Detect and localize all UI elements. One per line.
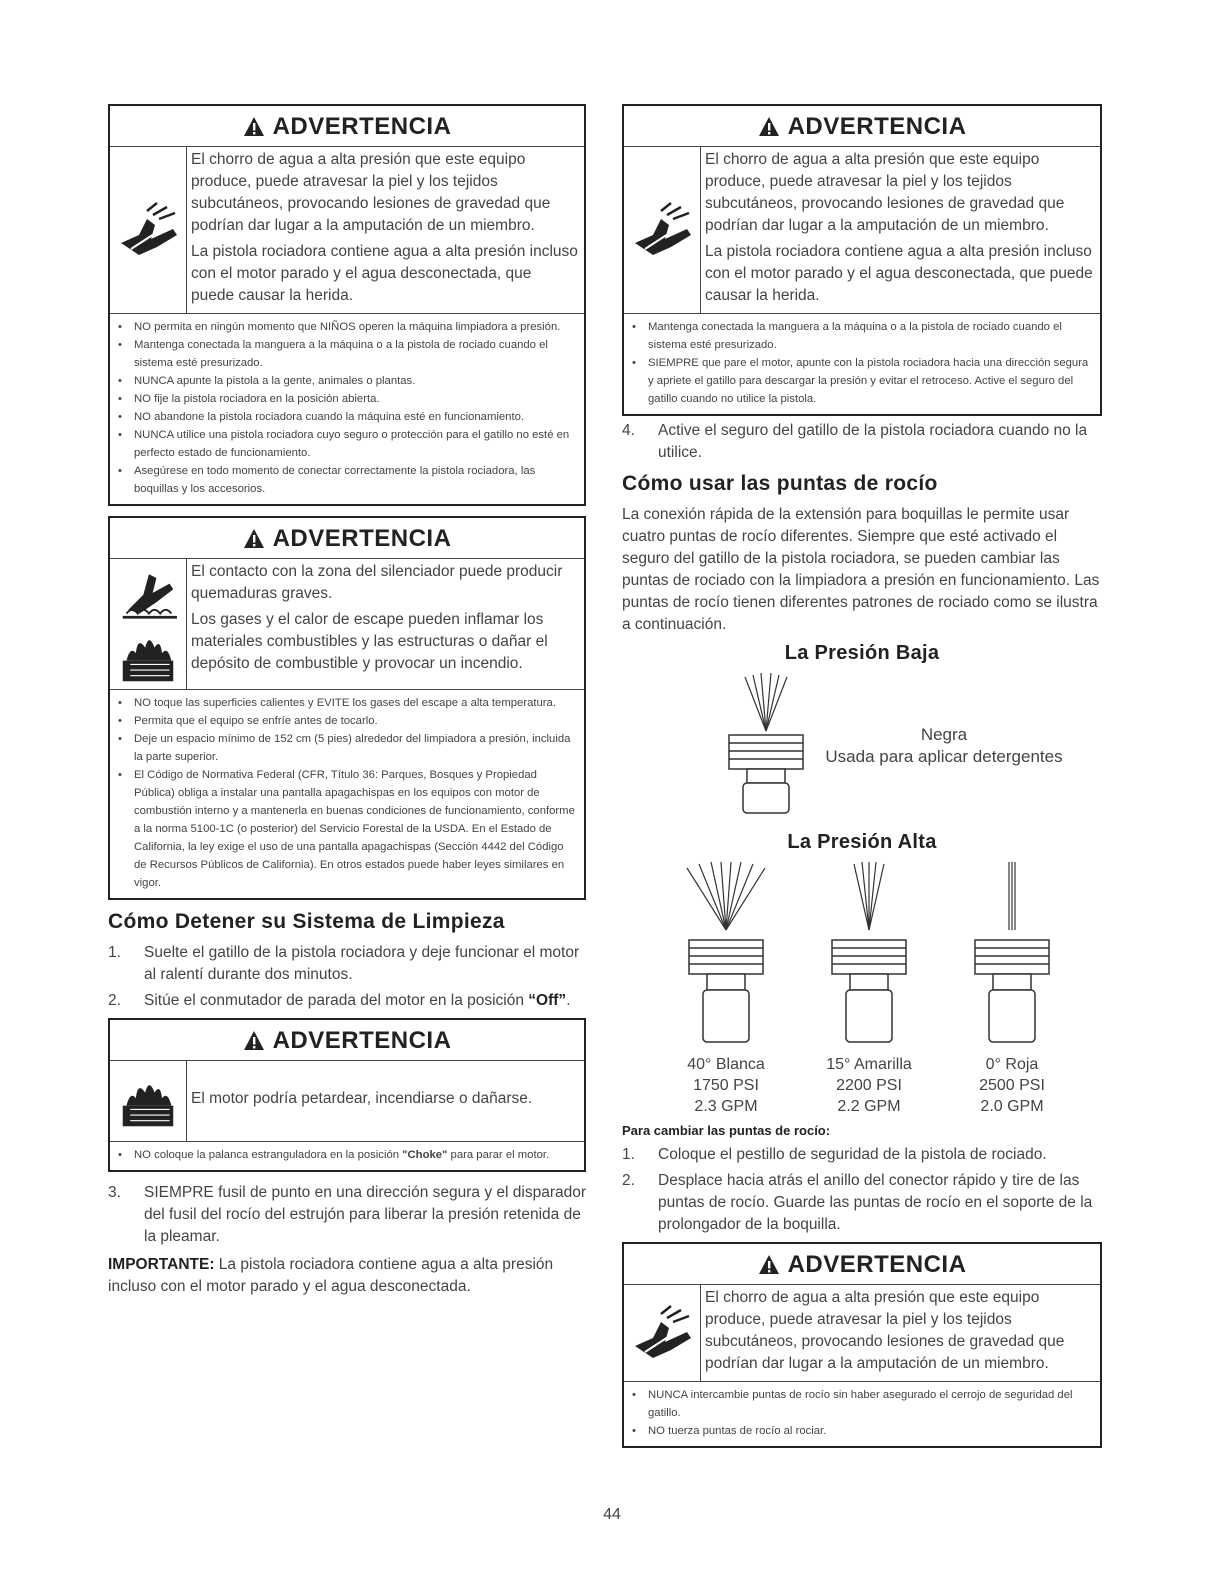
stop-steps-cont-2 [622,420,1102,464]
spray-nozzle-icon [824,860,914,1050]
warning-paragraph: Los gases y el calor de escape pueden inflamar los materiales combustibles y las estructuras o dañar el depósito de combustible y provocar un incendio. [191,611,548,672]
warning-paragraph: El motor podría petardear, incendiarse o dañarse. [191,1090,533,1107]
warning-box-injection-2 [622,104,1102,416]
stop-steps [108,942,586,1012]
warning-body [110,1061,584,1142]
warning-icons [624,1285,701,1381]
tip-angle: 40° Blanca [687,1056,765,1073]
fluid-injection-icon [631,199,693,261]
warning-bullet-list [110,1142,584,1170]
spray-nozzle-icon [681,860,771,1050]
warning-icons [110,147,187,313]
warning-bullet: • NO fije la pistola rociadora en la posición abierta. [118,390,576,408]
warning-triangle-icon [758,1254,780,1275]
warning-paragraph: El chorro de agua a alta presión que este equipo produce, puede atravesar la piel y los tejidos subcutáneos, provocando lesiones de gravedad que podrían dar lugar a la amputación de un miembro. [191,151,551,234]
warning-bullet: • NUNCA apunte la pistola a la gente, animales o plantas. [118,372,576,390]
warning-paragraph: La pistola rociadora contiene agua a alta presión incluso con el motor parado y el agua desconectada, que puede causar la herida. [191,243,578,304]
tip-0-red [952,860,1072,1117]
warning-bullet: • Mantenga conectada la manguera a la máquina o a la pistola de rociado cuando el sistema esté presurizado. [632,318,1092,354]
fluid-injection-icon [117,199,179,261]
warning-title: ADVERTENCIA [624,1244,1100,1285]
warning-bullet-list [624,314,1100,414]
warning-bullet: • Permita que el equipo se enfríe antes de tocarlo. [118,712,576,730]
warning-bullet: • El Código de Normativa Federal (CFR, Título 36: Parques, Bosques y Propiedad Pública) obliga a instalar una pantalla apagachispas en los equipos con motor de combustión interno y a mantenerla en buenas condiciones de funcionamiento, conforme a la norma 5100-1C (o posterior) del Servicio Forestal de la USDA. En el Estado de California, la ley exige el uso de una pantalla apagachispas (Sección 4442 del Código de Recursos Públicos de California). En otros estados puede haber leyes similares en vigor. [118,766,576,892]
tip-angle: 0° Roja [985,1056,1039,1073]
high-pressure-tips [622,860,1102,1117]
warning-bullet: • NO coloque la palanca estranguladora en la posición "Choke" para parar el motor. [118,1146,576,1164]
warning-icons [624,147,701,313]
tips-intro: La conexión rápida de la extensión para boquillas le permite usar cuatro puntas de rocío diferentes. Siempre que esté activado el seguro del gatillo de la pistola rociadora, se pueden cambiar las puntas de rociado con la limpiadora a presión en funcionamiento. Las puntas de rocío tienen diferentes patrones de rociado como se ilustra a continuación. [622,506,1100,633]
section-heading-stop: Cómo Detener su Sistema de Limpieza [108,910,505,933]
warning-bullet: • Deje un espacio mínimo de 152 cm (5 pies) alrededor del limpiadora a presión, incluida la parte superior. [118,730,576,766]
warning-title: ADVERTENCIA [110,1020,584,1061]
warning-bullet-list [110,314,584,504]
tip-psi: 1750 PSI [693,1077,759,1094]
warning-bullet: • NO permita en ningún momento que NIÑOS operen la máquina limpiadora a presión. [118,318,576,336]
tip-psi: 2200 PSI [836,1077,902,1094]
warning-icons [110,1061,187,1141]
warning-bullet: • NO tuerza puntas de rocío al rociar. [632,1422,1092,1440]
warning-bullet-list [110,690,584,898]
right-column [622,104,1102,1458]
step-item: 1. Coloque el pestillo de seguridad de la pistola de rociado. [622,1146,1047,1163]
page-number: 44 [603,1506,621,1523]
tip-gpm: 2.2 GPM [837,1098,901,1115]
warning-box-backfire [108,1018,586,1172]
fire-icon [119,1072,177,1130]
warning-bullet: • SIEMPRE que pare el motor, apunte con la pistola rociadora hacia una dirección segura y apriete el gatillo para descargar la presión y evitar el retroceso. Active el seguro del gatillo cuando no utilice la pistola. [632,354,1092,408]
tip-psi: 2500 PSI [979,1077,1045,1094]
low-pressure-label: Negra Usada para aplicar detergentes [825,725,1063,766]
warning-title: ADVERTENCIA [110,106,584,147]
warning-body [110,147,584,314]
change-tips-steps [622,1144,1102,1236]
step-item: 2. Desplace hacia atrás el anillo del conector rápido y tire de las puntas de rocío. Guarde las puntas de rocío en el soporte de la prolongador de la boquilla. [622,1172,1093,1233]
important-note: IMPORTANTE: La pistola rociadora contiene agua a alta presión incluso con el motor parado y el agua desconectada. [108,1256,554,1295]
warning-title: ADVERTENCIA [624,106,1100,147]
warning-paragraph: El contacto con la zona del silenciador puede producir quemaduras graves. [191,563,563,602]
warning-bullet: • NUNCA utilice una pistola rociadora cuyo seguro o protección para el gatillo no esté en perfecto estado de funcionamiento. [118,426,576,462]
warning-bullet: • Asegúrese en todo momento de conectar correctamente la pistola rociadora, las boquillas y los accesorios. [118,462,576,498]
warning-bullet: • NO toque las superficies calientes y EVITE los gases del escape a alta temperatura. [118,694,576,712]
warning-body [110,559,584,690]
warning-bullet-list [624,1382,1100,1446]
tip-40-white [666,860,786,1117]
change-tips-heading: Para cambiar las puntas de rocío: [622,1123,831,1138]
warning-bullet: • NUNCA intercambie puntas de rocío sin haber asegurado el cerrojo de seguridad del gatillo. [632,1386,1092,1422]
warning-box-injection [108,104,586,506]
tip-15-yellow [809,860,929,1117]
warning-icons [110,559,187,689]
warning-box-injection-3 [622,1242,1102,1448]
tip-angle: 15° Amarilla [826,1056,912,1073]
spray-nozzle-icon [967,860,1057,1050]
warning-triangle-icon [243,116,265,137]
low-pressure-heading: La Presión Baja [784,642,940,664]
warning-body [624,1285,1100,1382]
hot-surface-icon [119,563,177,621]
section-heading-tips: Cómo usar las puntas de rocío [622,472,938,495]
warning-paragraph: El chorro de agua a alta presión que este equipo produce, puede atravesar la piel y los tejidos subcutáneos, provocando lesiones de gravedad que podrían dar lugar a la amputación de un miembro. [705,1289,1065,1372]
step-item: 3. SIEMPRE fusil de punto en una dirección segura y el disparador del fusil del rocío del estrujón para liberar la presión retenida de la pleamar. [108,1184,586,1245]
step-item: 1. Suelte el gatillo de la pistola rociadora y deje funcionar el motor al ralentí durante dos minutos. [108,944,580,983]
tip-gpm: 2.0 GPM [980,1098,1044,1115]
warning-paragraph: La pistola rociadora contiene agua a alta presión incluso con el motor parado y el agua desconectada, que puede causar la herida. [705,243,1093,304]
warning-paragraph: El chorro de agua a alta presión que este equipo produce, puede atravesar la piel y los tejidos subcutáneos, provocando lesiones de gravedad que podrían dar lugar a la amputación de un miembro. [705,151,1065,234]
warning-bullet: • Mantenga conectada la manguera a la máquina o a la pistola de rociado cuando el sistema esté presurizado. [118,336,576,372]
step-item: 4. Active el seguro del gatillo de la pistola rociadora cuando no la utilice. [622,422,1088,461]
step-item: 2. Sitúe el conmutador de parada del motor en la posición “Off”. [108,992,571,1009]
warning-triangle-icon [758,116,780,137]
fluid-injection-icon [631,1302,693,1364]
spray-nozzle-icon [721,671,811,821]
warning-triangle-icon [243,528,265,549]
warning-body [624,147,1100,314]
warning-triangle-icon [243,1030,265,1051]
stop-steps-cont [108,1182,586,1248]
warning-bullet: • NO abandone la pistola rociadora cuando la máquina esté en funcionamiento. [118,408,576,426]
warning-title: ADVERTENCIA [110,518,584,559]
tip-gpm: 2.3 GPM [694,1098,758,1115]
fire-icon [119,627,177,685]
left-column [108,104,586,1304]
low-pressure-tip [682,671,1102,821]
warning-box-burn [108,516,586,900]
high-pressure-heading: La Presión Alta [787,831,937,853]
